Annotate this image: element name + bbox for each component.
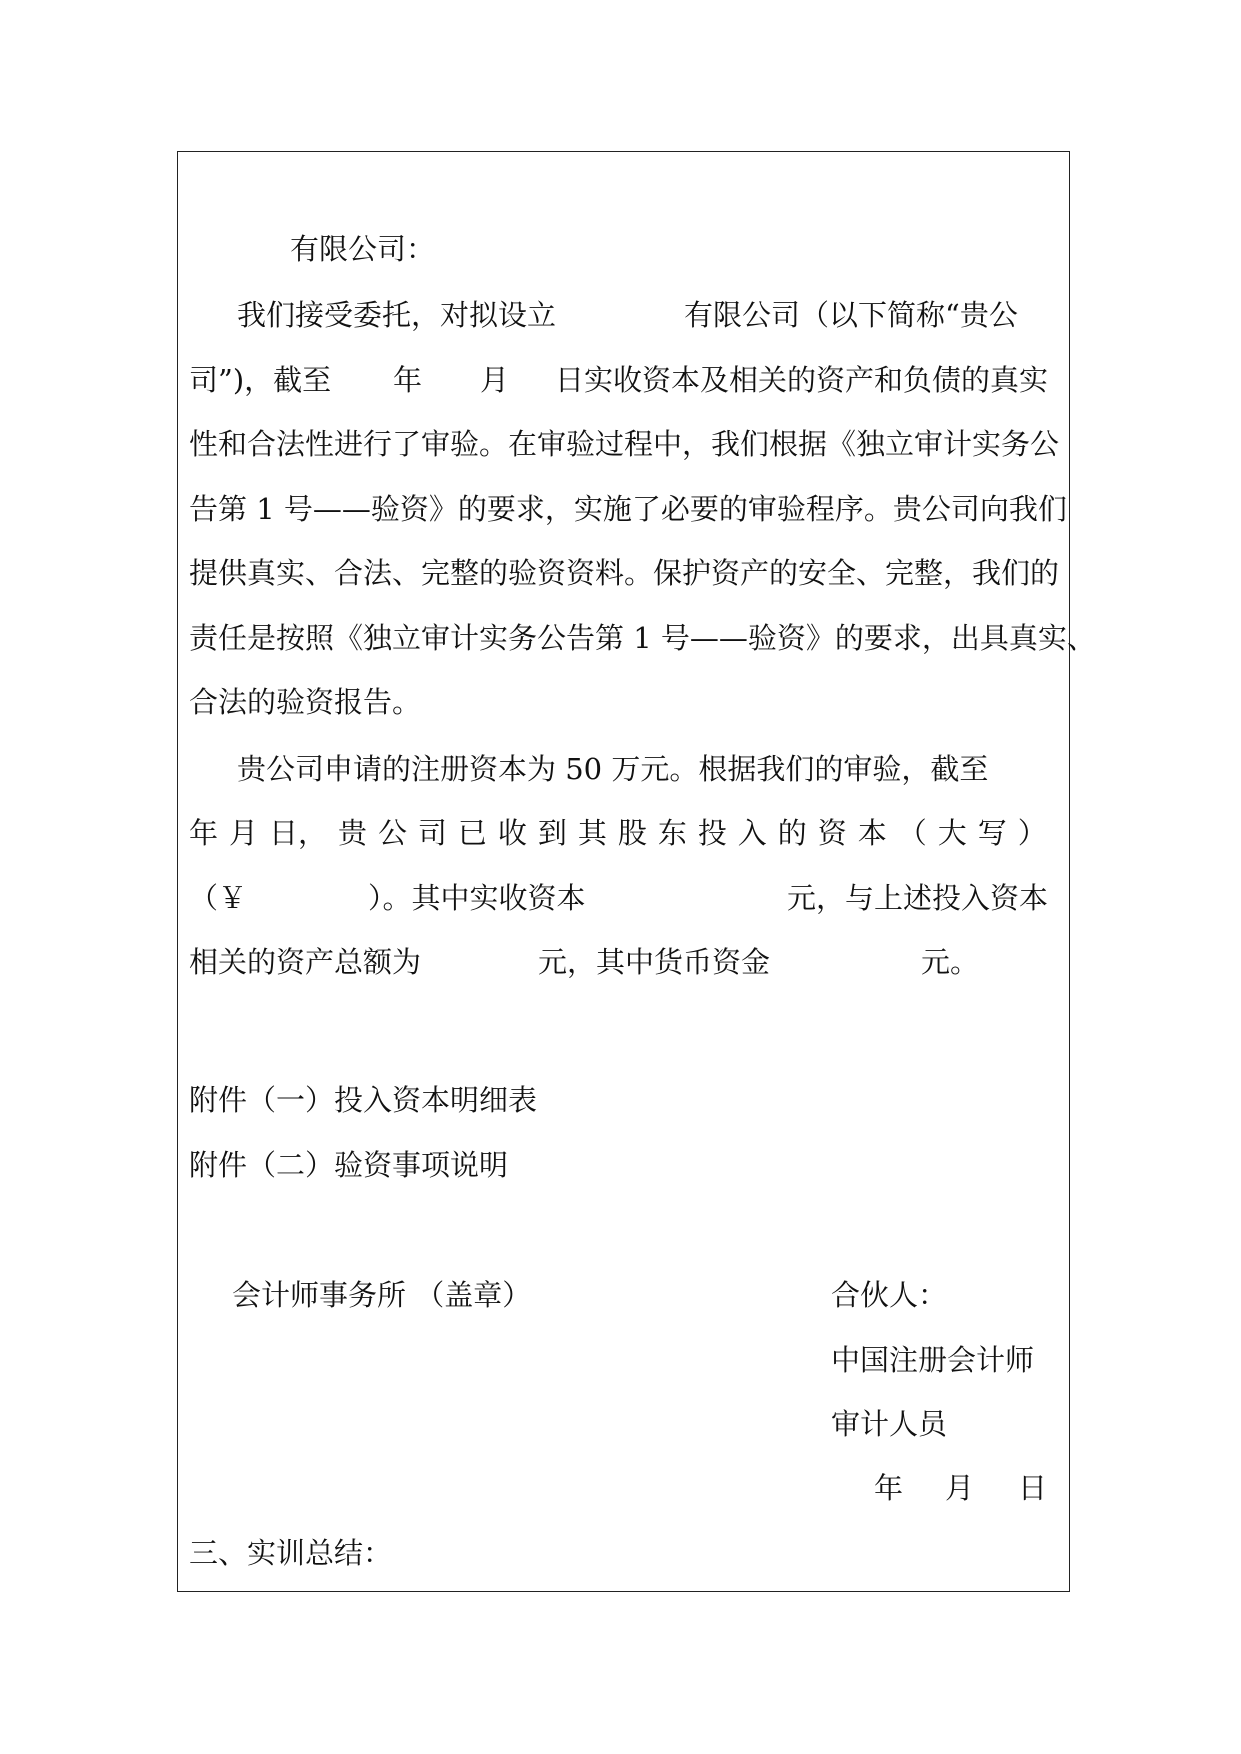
para2-char: 其 (577, 816, 607, 850)
para2-char: 本 (857, 816, 887, 850)
para1-line5: 提供真实、合法、完整的验资资料。保护资产的安全、完整，我们的 (189, 556, 1060, 590)
para2-char: （ (897, 816, 927, 850)
auditor-label: 审计人员 (831, 1407, 948, 1441)
para2-char: 收 (497, 816, 527, 850)
para2-char: ） (1017, 816, 1047, 850)
para1-line4: 告第 1 号——验资》的要求，实施了必要的审验程序。贵公司向我们 (189, 492, 1067, 526)
para2-char: 到 (537, 816, 567, 850)
para1-line6: 责任是按照《独立审计实务公告第 1 号——验资》的要求，出具真实、 (189, 621, 1096, 655)
partner-label: 合伙人： (831, 1278, 948, 1312)
para2-char: 司 (417, 816, 447, 850)
para2-char: 公 (377, 816, 407, 850)
para1-line3: 性和合法性进行了审验。在审验过程中，我们根据《独立审计实务公 (189, 427, 1060, 461)
para2-char: 日， (268, 816, 327, 850)
para1-line2c: 月 (480, 363, 510, 397)
attachment-1: 附件（一）投入资本明细表 (189, 1083, 538, 1117)
para2-char: 资 (817, 816, 847, 850)
para2-char: 投 (697, 816, 727, 850)
date-year: 年 (874, 1471, 904, 1505)
date-month: 月 (945, 1471, 975, 1505)
para2-line4a: 相关的资产总额为 (189, 945, 422, 979)
para2-line3b: ）。其中实收资本 (368, 881, 586, 915)
para2-line2 (189, 813, 1047, 853)
cpa-label: 中国注册会计师 (831, 1343, 1035, 1377)
para2-line4c: 元。 (921, 945, 980, 979)
para2-char: 已 (457, 816, 487, 850)
para2-char: 入 (737, 816, 767, 850)
para2-char: 股 (617, 816, 647, 850)
para2-char: 贵 (337, 816, 367, 850)
para1-line1a: 我们接受委托，对拟设立 (237, 298, 557, 332)
para2-char: 的 (777, 816, 807, 850)
para2-line3c: 元，与上述投入资本 (787, 881, 1049, 915)
para2-line3a: （￥ (189, 881, 248, 915)
date-day: 日 (1018, 1471, 1048, 1505)
para2-line1: 贵公司申请的注册资本为 50 万元。根据我们的审验，截至 (237, 752, 989, 786)
para1-line2b: 年 (393, 363, 423, 397)
salutation: 有限公司： (290, 232, 436, 266)
para1-line2a: 司”)，截至 (189, 363, 332, 397)
firm-seal: 会计师事务所 （盖章） (232, 1278, 532, 1312)
para2-year: 年 (189, 816, 219, 850)
para1-line1b: 有限公司（以下简称“贵公 (684, 298, 1018, 332)
para2-line4b: 元，其中货币资金 (538, 945, 771, 979)
para2-month: 月 (228, 816, 258, 850)
para2-char: 写 (977, 816, 1007, 850)
section-3-heading: 三、实训总结： (189, 1536, 393, 1570)
attachment-2: 附件（二）验资事项说明 (189, 1148, 509, 1182)
para2-char: 东 (657, 816, 687, 850)
para1-line7: 合法的验资报告。 (189, 685, 422, 719)
para2-char: 大 (937, 816, 967, 850)
para1-line2d: 日实收资本及相关的资产和负债的真实 (555, 363, 1049, 397)
